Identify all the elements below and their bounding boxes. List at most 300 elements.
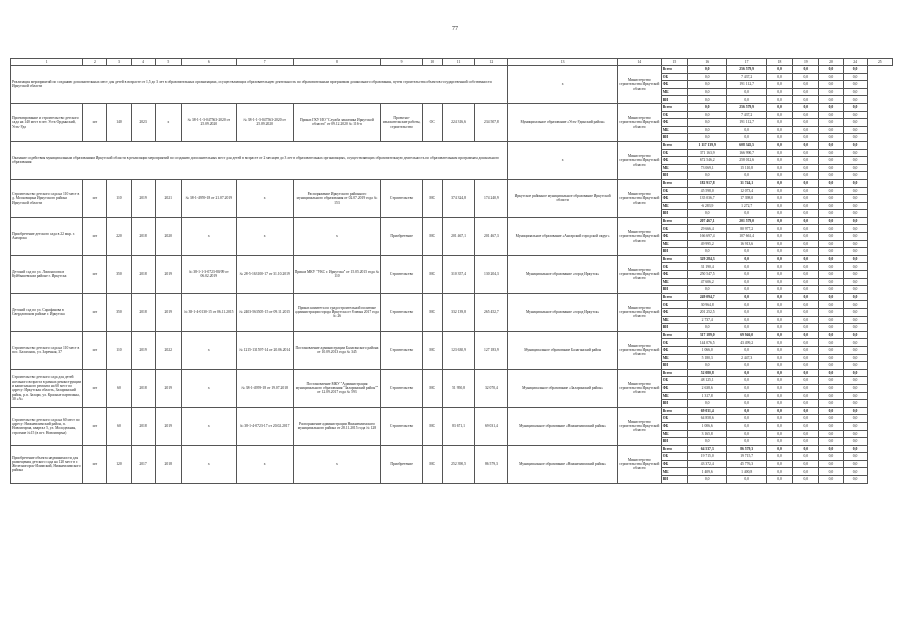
funding-source: ФБ bbox=[661, 119, 687, 127]
funding-value: 0,0 bbox=[793, 339, 819, 347]
funding-value: 0,0 bbox=[843, 111, 867, 119]
object-attribute: 127 183,9 bbox=[475, 331, 508, 369]
funding-value: 0,0 bbox=[727, 271, 766, 279]
object-attribute: № 38-1-1-3-047563-2020 от 25.09.2020 bbox=[236, 103, 293, 141]
funding-value: 0,0 bbox=[766, 438, 792, 446]
table-row bbox=[11, 217, 893, 225]
funding-value: 0,0 bbox=[687, 172, 726, 180]
header-row bbox=[11, 59, 893, 66]
funding-value: 0,0 bbox=[727, 248, 766, 256]
funding-value: 0,0 bbox=[793, 210, 819, 218]
funding-value: 0,0 bbox=[687, 81, 726, 89]
funding-source: ФБ bbox=[661, 81, 687, 89]
funding-value: 0,0 bbox=[843, 392, 867, 400]
funding-value: 0,0 bbox=[819, 88, 843, 96]
funding-value: 0,0 bbox=[766, 111, 792, 119]
funding-value: 0,0 bbox=[819, 430, 843, 438]
funding-value: 256 579,9 bbox=[727, 66, 766, 74]
object-attribute: 83 671,1 bbox=[442, 407, 475, 445]
funding-value: 0,0 bbox=[843, 119, 867, 127]
funding-source: ФБ bbox=[661, 271, 687, 279]
funding-value: 0,0 bbox=[766, 187, 792, 195]
funding-value: 0,0 bbox=[727, 476, 766, 484]
funding-value: 52 080,8 bbox=[687, 369, 726, 377]
funding-value: 0,0 bbox=[793, 96, 819, 104]
table-row bbox=[11, 407, 893, 415]
responsible-municipality: Иркутское районное муниципальное образование Иркутской области bbox=[508, 179, 618, 217]
funding-value: 0,0 bbox=[727, 384, 766, 392]
funding-source: ОБ bbox=[661, 225, 687, 233]
funding-value: 0,0 bbox=[766, 309, 792, 317]
funding-value: 0,0 bbox=[727, 346, 766, 354]
funding-value: 0,0 bbox=[727, 210, 766, 218]
funding-value: 64 537,3 bbox=[687, 445, 726, 453]
object-attribute: 123 630,9 bbox=[442, 331, 475, 369]
funding-value: 45 776,3 bbox=[727, 460, 766, 468]
funding-value: 0,0 bbox=[793, 149, 819, 157]
object-attribute: шт bbox=[83, 407, 107, 445]
object-attribute: 2019 bbox=[155, 293, 181, 331]
object-attribute: 69 031,4 bbox=[475, 407, 508, 445]
funding-value: 0,0 bbox=[793, 81, 819, 89]
funding-value: 1 066,0 bbox=[687, 346, 726, 354]
funding-value: 0,0 bbox=[766, 179, 792, 187]
funding-value: 0,0 bbox=[819, 460, 843, 468]
funding-value: 0,0 bbox=[819, 476, 843, 484]
funding-source: ВИ bbox=[661, 324, 687, 332]
funding-value: 0,0 bbox=[766, 103, 792, 111]
object-attribute: х bbox=[181, 217, 236, 255]
responsible-municipality: х bbox=[508, 66, 618, 104]
funding-value: 0,0 bbox=[843, 66, 867, 74]
funding-value: 0,0 bbox=[819, 422, 843, 430]
funding-value: 1 006,6 bbox=[687, 422, 726, 430]
funding-value: 0,0 bbox=[727, 309, 766, 317]
funding-value: 0,0 bbox=[793, 66, 819, 74]
funding-value: 0,0 bbox=[793, 331, 819, 339]
funding-value: 0,0 bbox=[727, 362, 766, 370]
header-cell: 24 bbox=[843, 59, 867, 66]
object-attribute: Приобретение bbox=[381, 445, 423, 483]
funding-value: 0,0 bbox=[687, 134, 726, 142]
object-attribute: МС bbox=[422, 179, 442, 217]
funding-value: 0,0 bbox=[766, 339, 792, 347]
funding-source: ОБ bbox=[661, 453, 687, 461]
funding-value: 0,0 bbox=[687, 111, 726, 119]
funding-value: 0,0 bbox=[843, 126, 867, 134]
funding-value: 0,0 bbox=[793, 430, 819, 438]
funding-value: 0,0 bbox=[819, 263, 843, 271]
object-attribute: № 38-1-4-0130-15 от 06.11.2015 bbox=[181, 293, 236, 331]
funding-value: 0,0 bbox=[819, 362, 843, 370]
funding-value: 0,0 bbox=[687, 119, 726, 127]
funding-value: 0,0 bbox=[727, 255, 766, 263]
funding-value: 5 180,3 bbox=[687, 354, 726, 362]
funding-value: 0,0 bbox=[843, 453, 867, 461]
funding-value: 12 073,4 bbox=[727, 187, 766, 195]
funding-source: ВИ bbox=[661, 96, 687, 104]
table-row bbox=[11, 255, 893, 263]
funding-value: 0,0 bbox=[727, 278, 766, 286]
funding-value: 0,0 bbox=[766, 255, 792, 263]
table-row bbox=[11, 66, 893, 74]
funding-value: 0,0 bbox=[766, 240, 792, 248]
header-cell: 8 bbox=[293, 59, 381, 66]
funding-value: 0,0 bbox=[766, 278, 792, 286]
funding-value: 0,0 bbox=[793, 476, 819, 484]
funding-value: 0,0 bbox=[766, 476, 792, 484]
funding-value: 7 437,2 bbox=[727, 73, 766, 81]
funding-value: 47 606,2 bbox=[687, 278, 726, 286]
funding-value: 19 715,0 bbox=[687, 453, 726, 461]
funding-source: МБ bbox=[661, 278, 687, 286]
funding-value: 0,0 bbox=[843, 476, 867, 484]
funding-value: 0,0 bbox=[819, 172, 843, 180]
responsible-municipality: Муниципальное образование «город Иркутск» bbox=[508, 255, 618, 293]
object-attribute: МС bbox=[422, 217, 442, 255]
funding-source: МБ bbox=[661, 164, 687, 172]
funding-value: 0,0 bbox=[727, 286, 766, 294]
funding-value: 86 579,3 bbox=[727, 445, 766, 453]
object-attribute: 2017 bbox=[131, 445, 155, 483]
object-attribute: х bbox=[181, 369, 236, 407]
funding-value: 0,0 bbox=[766, 445, 792, 453]
funding-value: 201 579,0 bbox=[727, 217, 766, 225]
funding-value: 0,0 bbox=[727, 316, 766, 324]
funding-value: 0,0 bbox=[819, 240, 843, 248]
funding-value: 0,0 bbox=[727, 88, 766, 96]
table-row bbox=[11, 103, 893, 111]
table-row bbox=[11, 179, 893, 187]
funding-value: 0,0 bbox=[843, 400, 867, 408]
funding-value: 0,0 bbox=[727, 126, 766, 134]
object-attribute: х bbox=[236, 217, 293, 255]
object-attribute: х bbox=[293, 445, 381, 483]
funding-source: ФБ bbox=[661, 157, 687, 165]
funding-value: 371 163,9 bbox=[687, 149, 726, 157]
object-attribute: 2019 bbox=[131, 331, 155, 369]
funding-value: 0,0 bbox=[819, 392, 843, 400]
funding-source: ФБ bbox=[661, 384, 687, 392]
funding-value: 0,0 bbox=[766, 126, 792, 134]
object-attribute: 2018 bbox=[131, 217, 155, 255]
funding-value: 0,0 bbox=[819, 217, 843, 225]
funding-value: 0,0 bbox=[819, 316, 843, 324]
funding-value: 0,0 bbox=[843, 202, 867, 210]
object-attribute: № 38-1-4959-18 от 19.07.2018 bbox=[236, 369, 293, 407]
funding-value: 0,0 bbox=[819, 286, 843, 294]
responsible-municipality: Муниципальное образование «город Иркутск» bbox=[508, 293, 618, 331]
funding-value: 0,0 bbox=[793, 445, 819, 453]
object-attribute: шт bbox=[83, 217, 107, 255]
funding-value: 0,0 bbox=[766, 157, 792, 165]
funding-source: ФБ bbox=[661, 346, 687, 354]
funding-source: Всего bbox=[661, 369, 687, 377]
object-attribute: шт bbox=[83, 103, 107, 141]
funding-value: 0,0 bbox=[793, 309, 819, 317]
funding-value: 0,0 bbox=[843, 187, 867, 195]
funding-value: 0,0 bbox=[687, 73, 726, 81]
object-attribute: шт bbox=[83, 331, 107, 369]
funding-value: 0,0 bbox=[766, 233, 792, 241]
executor: Министерство строительства Иркутской области bbox=[617, 445, 661, 483]
object-attribute: 224 316,6 bbox=[442, 103, 475, 141]
funding-value: 0,0 bbox=[843, 263, 867, 271]
responsible-municipality: Муниципальное образование «Нижнеилимский район» bbox=[508, 445, 618, 483]
funding-value: 0,0 bbox=[819, 149, 843, 157]
funding-value: 30 964,8 bbox=[687, 301, 726, 309]
funding-value: 0,0 bbox=[793, 415, 819, 423]
object-attribute: Распоряжение администрации Нижнеилимского муниципального района от 28.11.2015 года № 128 bbox=[293, 407, 381, 445]
funding-value: 0,0 bbox=[819, 346, 843, 354]
object-name: Строительство детского сада на 110 мест в пос. Балаганск, ул. Заречная, 37 bbox=[11, 331, 83, 369]
funding-source: Всего bbox=[661, 445, 687, 453]
funding-source: Всего bbox=[661, 331, 687, 339]
responsible-municipality: Муниципальное образование «Заларинский район» bbox=[508, 369, 618, 407]
funding-value: 0,0 bbox=[687, 210, 726, 218]
funding-value: 0,0 bbox=[819, 293, 843, 301]
object-attribute: 2023 bbox=[131, 103, 155, 141]
executor: Министерство строительства Иркутской области bbox=[617, 66, 661, 104]
header-cell: 4 bbox=[131, 59, 155, 66]
funding-value: 0,0 bbox=[819, 81, 843, 89]
funding-value: 0,0 bbox=[766, 81, 792, 89]
funding-value: 0,0 bbox=[687, 362, 726, 370]
funding-value: 0,0 bbox=[766, 400, 792, 408]
funding-value: 0,0 bbox=[793, 460, 819, 468]
funding-value: 49 995,2 bbox=[687, 240, 726, 248]
funding-value: 0,0 bbox=[727, 392, 766, 400]
funding-value: 0,0 bbox=[843, 248, 867, 256]
executor: Министерство строительства Иркутской области bbox=[617, 331, 661, 369]
funding-value: 0,0 bbox=[819, 233, 843, 241]
funding-value: 0,0 bbox=[819, 400, 843, 408]
funding-value: 0,0 bbox=[793, 73, 819, 81]
funding-value: 0,0 bbox=[766, 354, 792, 362]
funding-value: 0,0 bbox=[687, 248, 726, 256]
header-cell: 5 bbox=[155, 59, 181, 66]
funding-value: 0,0 bbox=[819, 339, 843, 347]
funding-value: 0,0 bbox=[727, 172, 766, 180]
funding-value: 0,0 bbox=[793, 377, 819, 385]
object-attribute: Приобретение bbox=[381, 217, 423, 255]
funding-value: 0,0 bbox=[843, 225, 867, 233]
object-attribute: Строительство bbox=[381, 179, 423, 217]
funding-value: 0,0 bbox=[843, 179, 867, 187]
funding-value: 0,0 bbox=[793, 126, 819, 134]
funding-source: ВИ bbox=[661, 134, 687, 142]
funding-value: 256 579,9 bbox=[727, 103, 766, 111]
funding-value: 0,0 bbox=[843, 369, 867, 377]
funding-source: ФБ bbox=[661, 309, 687, 317]
object-attribute: 2018 bbox=[131, 369, 155, 407]
funding-value: 0,0 bbox=[793, 384, 819, 392]
funding-value: 0,0 bbox=[793, 453, 819, 461]
funding-value: 0,0 bbox=[843, 301, 867, 309]
object-attribute: 350 bbox=[107, 255, 131, 293]
header-cell: 11 bbox=[442, 59, 475, 66]
funding-value: 0,0 bbox=[766, 248, 792, 256]
object-attribute: 374 324,8 bbox=[442, 179, 475, 217]
funding-value: 0,0 bbox=[793, 119, 819, 127]
funding-value: 0,0 bbox=[727, 377, 766, 385]
funding-value: 80 977,2 bbox=[727, 225, 766, 233]
object-attribute: 2018 bbox=[131, 255, 155, 293]
object-attribute: 332 139,8 bbox=[442, 293, 475, 331]
object-attribute: 60 bbox=[107, 369, 131, 407]
object-attribute: Распоряжение Иркутского районного муниципального образования от 02.07.2019 года № 153 bbox=[293, 179, 381, 217]
funding-value: 0,0 bbox=[766, 422, 792, 430]
funding-value: 0,0 bbox=[793, 225, 819, 233]
funding-value: 0,0 bbox=[843, 217, 867, 225]
object-attribute: 2019 bbox=[155, 369, 181, 407]
funding-value: 0,0 bbox=[793, 134, 819, 142]
funding-value: 16 913,6 bbox=[727, 240, 766, 248]
funding-value: 0,0 bbox=[766, 96, 792, 104]
object-attribute: шт bbox=[83, 369, 107, 407]
funding-source: ОБ bbox=[661, 73, 687, 81]
funding-value: 73 069,1 bbox=[687, 164, 726, 172]
header-cell: 9 bbox=[381, 59, 423, 66]
object-attribute: 110 bbox=[107, 331, 131, 369]
object-attribute: 32 070,4 bbox=[475, 369, 508, 407]
funding-value: 0,0 bbox=[843, 240, 867, 248]
funding-source: ВИ bbox=[661, 400, 687, 408]
header-cell: 6 bbox=[181, 59, 236, 66]
funding-value: 0,0 bbox=[727, 263, 766, 271]
object-attribute: шт bbox=[83, 445, 107, 483]
executor: Министерство строительства Иркутской области bbox=[617, 293, 661, 331]
funding-value: 0,0 bbox=[819, 164, 843, 172]
executor: Министерство строительства Иркутской области bbox=[617, 103, 661, 141]
funding-value: 43 372,4 bbox=[687, 460, 726, 468]
object-attribute: х bbox=[181, 407, 236, 445]
funding-value: 135 036,7 bbox=[687, 195, 726, 203]
table-row bbox=[11, 141, 893, 149]
header-cell: 1 bbox=[11, 59, 83, 66]
funding-value: 0,0 bbox=[843, 438, 867, 446]
funding-value: 0,0 bbox=[843, 430, 867, 438]
funding-value: 0,0 bbox=[793, 324, 819, 332]
funding-value: 0,0 bbox=[843, 346, 867, 354]
funding-value: 0,0 bbox=[766, 468, 792, 476]
funding-value: 0,0 bbox=[766, 407, 792, 415]
funding-value: 0,0 bbox=[819, 369, 843, 377]
funding-source: ВИ bbox=[661, 362, 687, 370]
funding-source: МБ bbox=[661, 316, 687, 324]
object-attribute: Строительство bbox=[381, 255, 423, 293]
object-attribute: МС bbox=[422, 407, 442, 445]
funding-value: 29 666,4 bbox=[687, 225, 726, 233]
funding-value: -6 283,9 bbox=[687, 202, 726, 210]
funding-value: 69 946,0 bbox=[727, 331, 766, 339]
responsible-municipality: Муниципальное образование Балаганский район bbox=[508, 331, 618, 369]
funding-value: 0,0 bbox=[766, 195, 792, 203]
funding-value: 0,0 bbox=[793, 157, 819, 165]
funding-value: 329 284,3 bbox=[687, 255, 726, 263]
header-cell: 20 bbox=[819, 59, 843, 66]
object-name: Детский сад по ул. Ломоносова в Куйбышевском районе г. Иркутска bbox=[11, 255, 83, 293]
funding-source: ОБ bbox=[661, 111, 687, 119]
object-attribute: х bbox=[293, 217, 381, 255]
funding-value: 0,0 bbox=[843, 354, 867, 362]
object-attribute: 265 452,7 bbox=[475, 293, 508, 331]
funding-value: 1 317,8 bbox=[687, 392, 726, 400]
funding-value: 250 547,5 bbox=[687, 271, 726, 279]
funding-value: 0,0 bbox=[843, 407, 867, 415]
funding-value: 0,0 bbox=[819, 301, 843, 309]
funding-value: 0,0 bbox=[819, 377, 843, 385]
object-attribute: Приказ комитета по градостроительной политике администрации города Иркутска от 8 июня 2017 года № 26 bbox=[293, 293, 381, 331]
funding-value: 0,0 bbox=[793, 286, 819, 294]
funding-value: 0,0 bbox=[793, 400, 819, 408]
object-attribute: № 38-1-1-3-0723-80/09 от 06.02.2019 bbox=[181, 255, 236, 293]
funding-value: 0,0 bbox=[793, 293, 819, 301]
funding-value: 0,0 bbox=[766, 66, 792, 74]
funding-value: 31 190,4 bbox=[687, 263, 726, 271]
responsible-municipality: Муниципальное образование «Усть-Удинский район» bbox=[508, 103, 618, 141]
funding-source: Всего bbox=[661, 255, 687, 263]
object-attribute: 110 bbox=[107, 179, 131, 217]
funding-value: 48 125,1 bbox=[687, 377, 726, 385]
funding-value: 0,0 bbox=[727, 324, 766, 332]
funding-value: 19 715,7 bbox=[727, 453, 766, 461]
header-cell: 16 bbox=[687, 59, 726, 66]
funding-value: 0,0 bbox=[793, 316, 819, 324]
object-attribute: Постановление МКУ "Администрация муниципального образования "Заларинский район"" от 12.09.2017 года № 593 bbox=[293, 369, 381, 407]
funding-value: 0,0 bbox=[819, 248, 843, 256]
object-attribute: 2018 bbox=[131, 407, 155, 445]
funding-value: 0,0 bbox=[766, 460, 792, 468]
funding-value: 191 112,7 bbox=[727, 81, 766, 89]
funding-value: 0,0 bbox=[727, 400, 766, 408]
funding-value: 0,0 bbox=[843, 422, 867, 430]
funding-value: 1 117 139,9 bbox=[687, 141, 726, 149]
header-cell: 12 bbox=[475, 59, 508, 66]
funding-value: 0,0 bbox=[819, 73, 843, 81]
funding-value: 608 345,5 bbox=[727, 141, 766, 149]
header-cell: 10 bbox=[422, 59, 442, 66]
funding-value: 0,0 bbox=[793, 422, 819, 430]
funding-source: ОБ bbox=[661, 339, 687, 347]
funding-source: ФБ bbox=[661, 195, 687, 203]
funding-value: 0,0 bbox=[766, 88, 792, 96]
funding-value: 3 165,8 bbox=[687, 430, 726, 438]
funding-value: 0,0 bbox=[819, 354, 843, 362]
funding-source: МБ bbox=[661, 126, 687, 134]
object-attribute: Строительство bbox=[381, 369, 423, 407]
funding-value: 0,0 bbox=[766, 119, 792, 127]
funding-source: ФБ bbox=[661, 460, 687, 468]
funding-value: 0,0 bbox=[819, 134, 843, 142]
funding-value: 31 744,1 bbox=[727, 179, 766, 187]
funding-value: 0,0 bbox=[843, 195, 867, 203]
header-cell: 3 bbox=[107, 59, 131, 66]
funding-value: 0,0 bbox=[843, 164, 867, 172]
funding-value: 0,0 bbox=[793, 141, 819, 149]
funding-value: 0,0 bbox=[843, 324, 867, 332]
object-attribute: № 38-1-4959-18 от 21.07.2019 bbox=[181, 179, 236, 217]
object-name: Строительство детского сада на 60 мест по адресу: Нижнеилимский район, п. Новоигирма, квартал 5, ул. Молодежная, строение №15 (в пгт. Новоигирма) bbox=[11, 407, 83, 445]
funding-value: 0,0 bbox=[766, 384, 792, 392]
funding-value: 0,0 bbox=[727, 134, 766, 142]
funding-value: 7 437,2 bbox=[727, 111, 766, 119]
funding-value: 0,0 bbox=[766, 392, 792, 400]
object-attribute: № 28-5-163100-17 от 31.10.2019 bbox=[236, 255, 293, 293]
funding-value: 0,0 bbox=[766, 301, 792, 309]
funding-value: 0,0 bbox=[843, 73, 867, 81]
table-row bbox=[11, 331, 893, 339]
